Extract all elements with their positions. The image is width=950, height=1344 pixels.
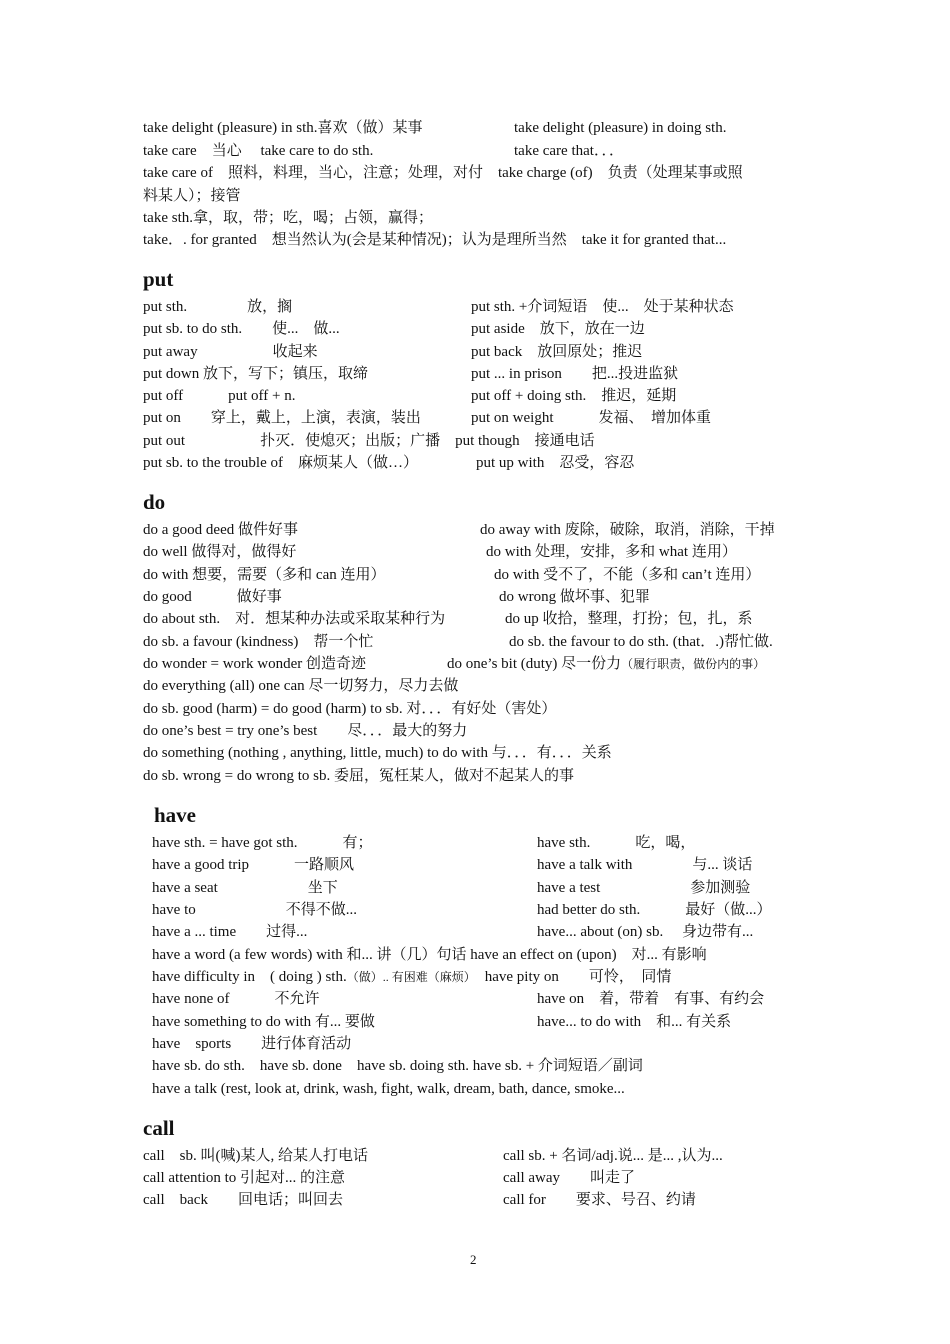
take-line-6: take．. for granted 想当然认为(会是某种情况)；认为是理所当然 take it for granted that... — [143, 232, 727, 248]
do-row-5a: do about sth. 对．想某种办法或采取某种行为 — [143, 611, 446, 627]
have-row-10: have sports 进行体育活动 — [152, 1036, 352, 1052]
put-row-2b: put aside 放下，放在一边 — [471, 321, 645, 337]
do-row-10: do one’s best = try one’s best 尽．．．最大的努力 — [143, 723, 468, 739]
have-row-7-main: have difficulty in ( doing ) sth. — [152, 969, 347, 985]
have-row-4a: have to 不得不做... — [152, 902, 357, 918]
have-row-9b: have... to do with 和... 有关系 — [537, 1014, 732, 1030]
take-line-3: take care of 照料，料理，当心，注意；处理，对付 take charge (of) 负责（处理某事或照 — [143, 165, 743, 181]
do-row-1b: do away with 废除，破除，取消，消除，干掉 — [480, 522, 775, 538]
have-row-7-tail: have pity on 可怜， 同情 — [469, 969, 672, 985]
do-row-7b-main: do one’s bit (duty) 尽一份力 — [447, 656, 622, 672]
take-line-5: take sth.拿，取，带；吃，喝；占领，赢得； — [143, 210, 433, 226]
do-row-3a: do with 想要，需要（多和 can 连用） — [143, 567, 386, 583]
put-row-8b: put up with 忍受，容忍 — [476, 455, 635, 471]
have-row-3b: have a test 参加测验 — [537, 880, 751, 896]
call-row-1b: call sb. + 名词/adj.说... 是... ,认为... — [503, 1148, 723, 1164]
have-row-1a: have sth. = have got sth. 有； — [152, 835, 373, 851]
do-row-2b: do with 处理，安排，多和 what 连用） — [486, 544, 737, 560]
put-row-3a: put away 收起来 — [143, 344, 318, 360]
have-row-7-note: （做）.. 有困难（麻烦） — [346, 970, 470, 984]
call-row-3a: call back 回电话；叫回去 — [143, 1192, 343, 1208]
put-row-3b: put back 放回原处；推迟 — [471, 344, 643, 360]
have-row-1b: have sth. 吃，喝， — [537, 835, 696, 851]
do-row-5b: do up 收拾，整理，打扮；包，扎，系 — [505, 611, 753, 627]
do-row-3b: do with 受不了，不能（多和 can’t 连用） — [494, 567, 761, 583]
have-row-2b: have a talk with 与... 谈话 — [537, 857, 753, 873]
have-row-12: have a talk (rest, look at, drink, wash, fight, walk, dream, bath, dance, smoke... — [152, 1081, 625, 1097]
put-row-4b: put ... in prison 把...投进监狱 — [471, 366, 679, 382]
page-number: 2 — [470, 1252, 477, 1267]
call-row-1a: call sb. 叫(喊)某人, 给某人打电话 — [143, 1148, 368, 1164]
take-line-1b: take delight (pleasure) in doing sth. — [514, 120, 727, 136]
have-row-3a: have a seat 坐下 — [152, 880, 338, 896]
put-row-6b: put on weight 发福、 增加体重 — [471, 410, 711, 426]
do-row-4a: do good 做好事 — [143, 589, 282, 605]
put-row-5b: put off + doing sth. 推迟，延期 — [471, 388, 677, 404]
put-row-6a: put on 穿上，戴上，上演，表演，装出 — [143, 410, 421, 426]
put-row-1b: put sth. +介词短语 使... 处于某种状态 — [471, 299, 734, 315]
put-row-7: put out 扑灭．使熄灭；出版；广播 put though 接通电话 — [143, 433, 595, 449]
have-row-11: have sb. do sth. have sb. done have sb. doing sth. have sb. + 介词短语／副词 — [152, 1058, 643, 1074]
do-row-6a: do sb. a favour (kindness) 帮一个忙 — [143, 634, 374, 650]
do-row-8: do everything (all) one can 尽一切努力，尽力去做 — [143, 678, 459, 694]
put-row-1a: put sth. 放，搁 — [143, 299, 293, 315]
do-row-6b: do sb. the favour to do sth. (that．.)帮忙做. — [509, 634, 773, 650]
call-row-2b: call away 叫走了 — [503, 1170, 636, 1186]
have-row-5a: have a ... time 过得... — [152, 924, 308, 940]
call-heading: call — [143, 1116, 175, 1140]
have-row-8b: have on 着，带着 有事、有约会 — [537, 991, 765, 1007]
do-row-12: do sb. wrong = do wrong to sb. 委屈，冤枉某人，做对不起某人的事 — [143, 768, 574, 784]
call-row-2a: call attention to 引起对... 的注意 — [143, 1170, 346, 1186]
do-row-7b-note: （履行职责，做份内的事） — [621, 657, 766, 671]
take-line-2b: take care that．．． — [514, 143, 624, 159]
have-heading: have — [154, 803, 196, 827]
do-row-7b — [447, 654, 765, 676]
do-row-1a: do a good deed 做件好事 — [143, 522, 298, 538]
have-row-6: have a word (a few words) with 和... 讲（几）句话 have an effect on (upon) 对... 有影响 — [152, 947, 707, 963]
have-row-5b: have... about (on) sb. 身边带有... — [537, 924, 754, 940]
have-row-8a: have none of 不允许 — [152, 991, 320, 1007]
do-row-2a: do well 做得对，做得好 — [143, 544, 297, 560]
have-row-9a: have something to do with 有... 要做 — [152, 1014, 375, 1030]
do-row-7a: do wonder = work wonder 创造奇迹 — [143, 656, 367, 672]
take-line-2a: take care 当心 take care to do sth. — [143, 143, 374, 159]
have-row-4b: had better do sth. 最好（做...） — [537, 902, 772, 918]
do-row-9: do sb. good (harm) = do good (harm) to sb. 对．．．有好处（害处） — [143, 701, 557, 717]
put-row-5a: put off put off + n. — [143, 388, 296, 404]
do-row-11: do something (nothing , anything, little, much) to do with 与．．．有．．．关系 — [143, 745, 612, 761]
put-heading: put — [143, 267, 174, 291]
take-line-4: 料某人）；接管 — [143, 188, 241, 204]
have-row-2a: have a good trip 一路顺风 — [152, 857, 355, 873]
take-line-1a: take delight (pleasure) in sth.喜欢（做）某事 — [143, 120, 423, 136]
put-row-4a: put down 放下，写下；镇压，取缔 — [143, 366, 369, 382]
put-row-8a: put sb. to the trouble of 麻烦某人（做…） — [143, 455, 418, 471]
put-row-2a: put sb. to do sth. 使... 做... — [143, 321, 340, 337]
call-row-3b: call for 要求、号召、约请 — [503, 1192, 696, 1208]
have-row-7 — [152, 967, 671, 989]
do-heading: do — [143, 490, 166, 514]
do-row-4b: do wrong 做坏事、犯罪 — [499, 589, 650, 605]
